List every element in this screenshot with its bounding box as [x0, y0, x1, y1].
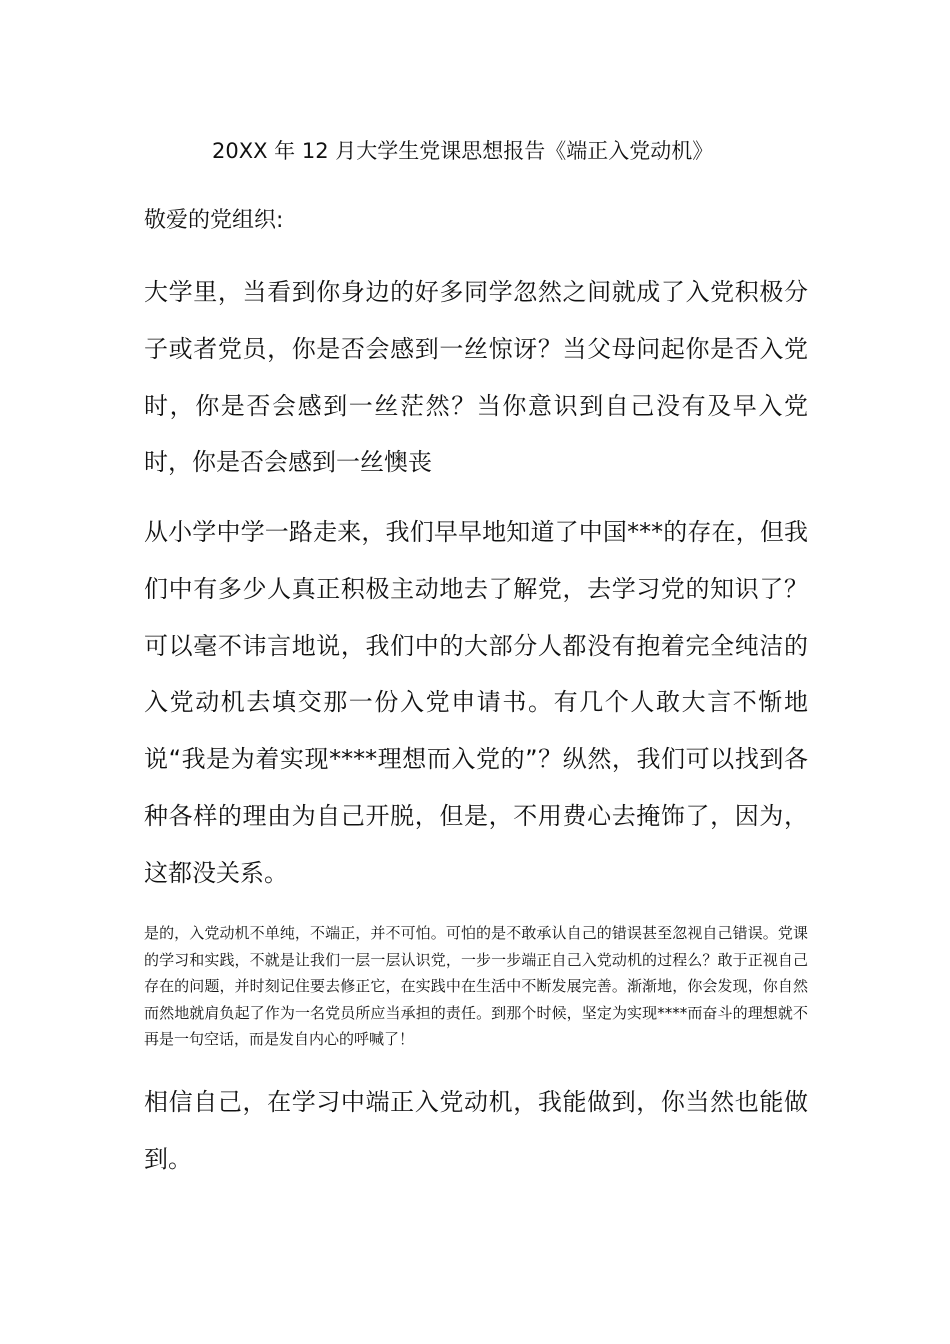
paragraph-2: 从小学中学一路走来，我们早早地知道了中国***的存在，但我们中有多少人真正积极主动地去了解党，去学习党的知识了？可以毫不讳言地说，我们中的大部分人都没有抱着完全纯洁的入党动机去填交那一份入党申请书。有几个人敢大言不惭地说“我是为着实现****理想而入党的”？纵然，我们可以找到各种各样的理由为自己开脱，但是，不用费心去掩饰了，因为，这都没关系。: [144, 518, 808, 887]
salutation: 敬爱的党组织:: [144, 208, 284, 233]
document-title: 20XX 年 12 月大学生党课思想报告《端正入党动机》: [212, 139, 714, 163]
paragraph-3: 是的，入党动机不单纯，不端正，并不可怕。可怕的是不敢承认自己的错误甚至忽视自己错误。党课的学习和实践，不就是让我们一层一层认识党，一步一步端正自己入党动机的过程么？敢于正视自己存在的问题，并时刻记住要去修正它，在实践中在生活中不断发展完善。渐渐地，你会发现，你自然而然地就肩负起了作为一名党员所应当承担的责任。到那个时候，坚定为实现****而奋斗的理想就不再是一句空话，而是发自内心的呼喊了！: [144, 924, 808, 1049]
paragraph-4: 相信自己，在学习中端正入党动机，我能做到，你当然也能做到。: [144, 1088, 808, 1173]
paragraph-1: 大学里，当看到你身边的好多同学忽然之间就成了入党积极分子或者党员，你是否会感到一丝惊讶？当父母问起你是否入党时，你是否会感到一丝茫然？当你意识到自己没有及早入党时，你是否会感到一丝懊丧: [144, 278, 808, 477]
